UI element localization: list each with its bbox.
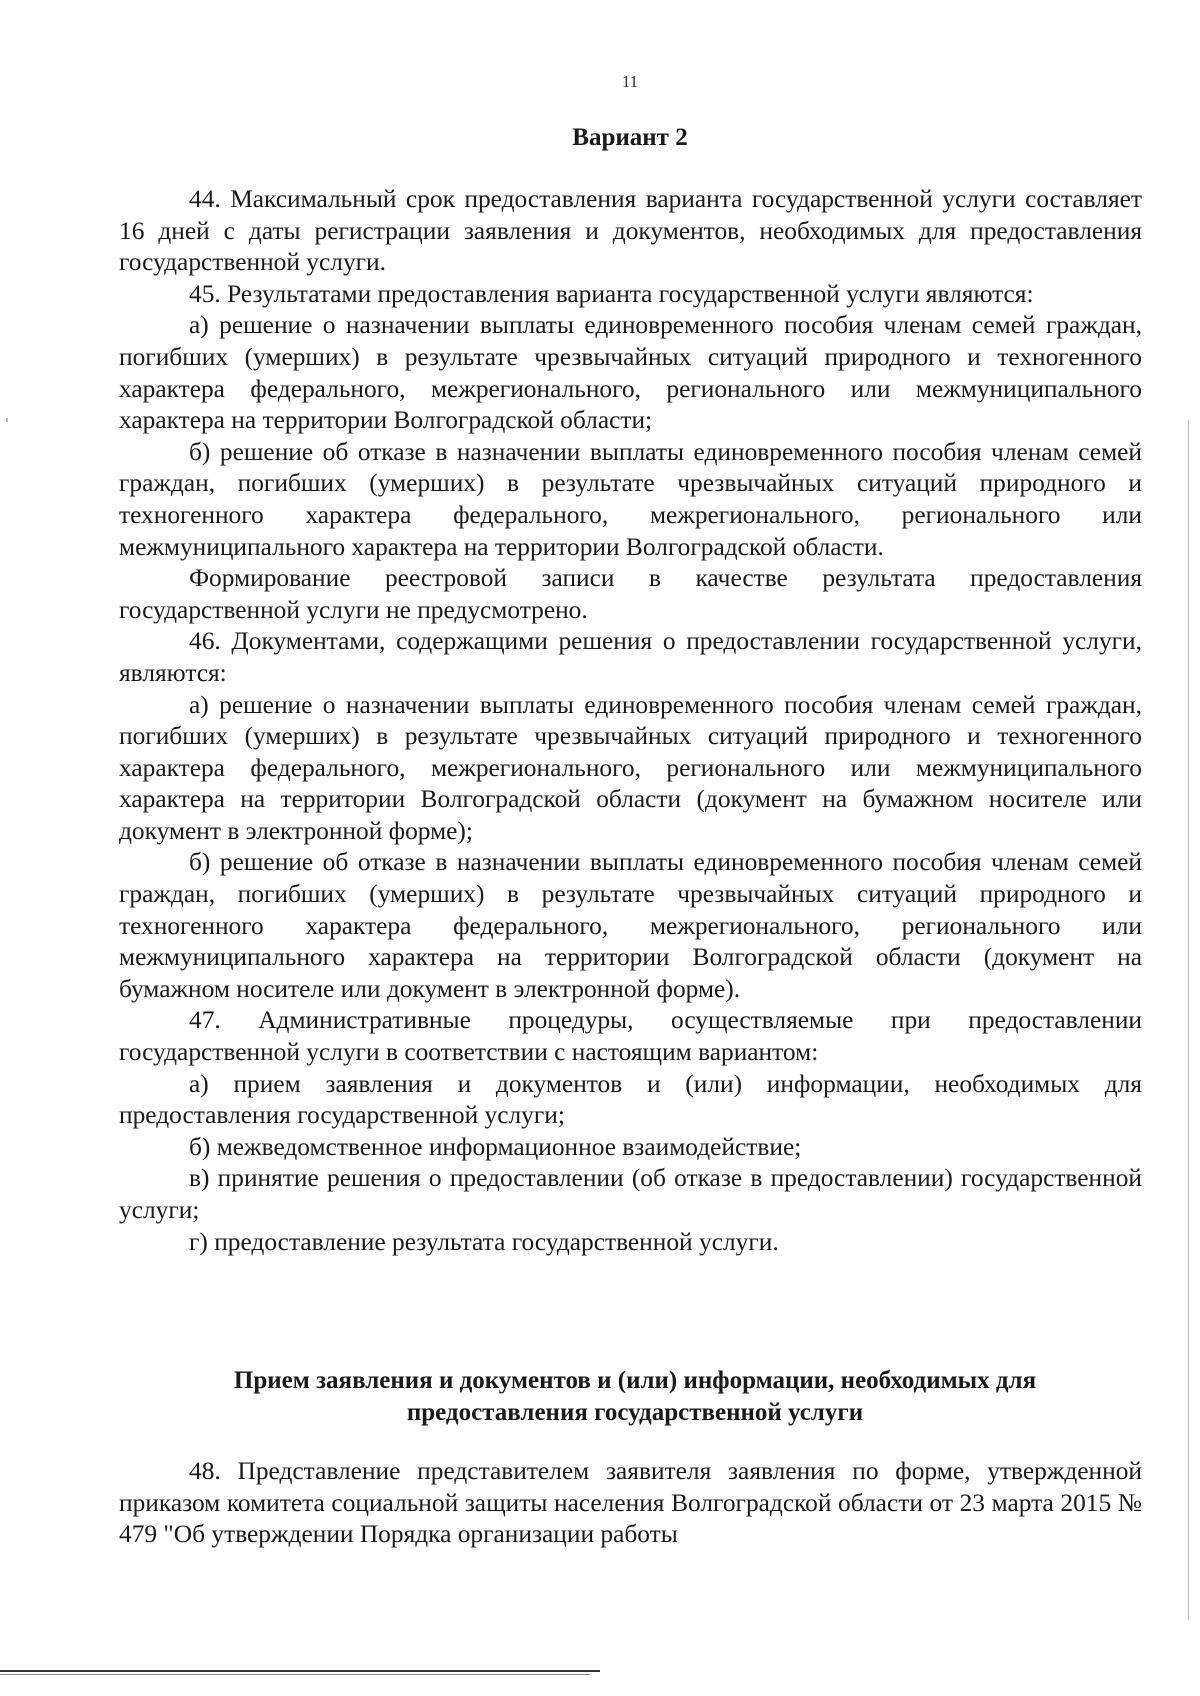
paragraph-46: 46. Документами, содержащими решения о предоставлении государственной услуги, являются: bbox=[119, 627, 1142, 687]
scan-edge-line bbox=[0, 1670, 600, 1672]
paragraph-48: 48. Представление представителем заявителя заявления по форме, утвержденной приказом комитета социальной защиты населения Волгоградской области от 23 марта 2015 № 479 "Об утверждении Порядка организации работы bbox=[119, 1457, 1142, 1549]
section-text bbox=[119, 1456, 1142, 1551]
paragraph-45: 45. Результатами предоставления варианта государственной услуги являются: bbox=[189, 279, 1034, 308]
scan-edge-line-secondary bbox=[0, 1674, 590, 1675]
variant-heading: Вариант 2 bbox=[572, 124, 688, 151]
scan-speck bbox=[6, 418, 8, 422]
paragraph-47-g: г) предоставление результата государственной услуги. bbox=[189, 1227, 779, 1256]
paragraph-47-b: б) межведомственное информационное взаимодействие; bbox=[189, 1132, 802, 1161]
paragraph-46-b: б) решение об отказе в назначении выплаты единовременного пособия членам семей граждан, погибших (умерших) в результате чрезвычайных ситуаций природного и техногенного характера федерального, межрегионального, регионального или межмуниципального характера на территории Волгоградской области (документ на бумажном носителе или документ в электронной форме). bbox=[119, 848, 1142, 1003]
section-heading: Прием заявления и документов и (или) информации, необходимых для предоставления государственной услуги bbox=[233, 1367, 1037, 1426]
paragraph-47: 47. Административные процедуры, осуществляемые при предоставлении государственной услуги в соответствии с настоящим вариантом: bbox=[119, 1006, 1142, 1067]
paragraph-45-b: б) решение об отказе в назначении выплаты единовременного пособия членам семей граждан, погибших (умерших) в результате чрезвычайных ситуаций природного и техногенного характера федерального, межрегионального, регионального или межмуниципального характера на территории Волгоградской области. bbox=[119, 437, 1142, 561]
paragraph-registry-note: Формирование реестровой записи в качестве результата предоставления государственной услуги не предусмотрено. bbox=[119, 564, 1142, 624]
page-number: 11 bbox=[621, 72, 639, 91]
main-text bbox=[119, 184, 1142, 1258]
paragraph-47-a: а) прием заявления и документов и (или) информации, необходимых для предоставления государственной услуги; bbox=[119, 1069, 1142, 1130]
paragraph-47-v: в) принятие решения о предоставлении (об отказе в предоставлении) государственной услуги; bbox=[119, 1164, 1142, 1224]
paragraph-44: 44. Максимальный срок предоставления варианта государственной услуги составляет 16 дней с даты регистрации заявления и документов, необходимых для предоставления государственной услуги. bbox=[119, 185, 1142, 277]
paragraph-45-a: а) решение о назначении выплаты единовременного пособия членам семей граждан, погибших (умерших) в результате чрезвычайных ситуаций природного и техногенного характера федерального, межрегионального, регионального или межмуниципального характера на территории Волгоградской области; bbox=[119, 311, 1142, 435]
scan-edge-right bbox=[1188, 420, 1189, 1620]
paragraph-46-a: а) решение о назначении выплаты единовременного пособия членам семей граждан, погибших (умерших) в результате чрезвычайных ситуаций природного и техногенного характера федерального, межрегионального, регионального или межмуниципального характера на территории Волгоградской области (документ на бумажном носителе или документ в электронной форме); bbox=[119, 690, 1142, 845]
